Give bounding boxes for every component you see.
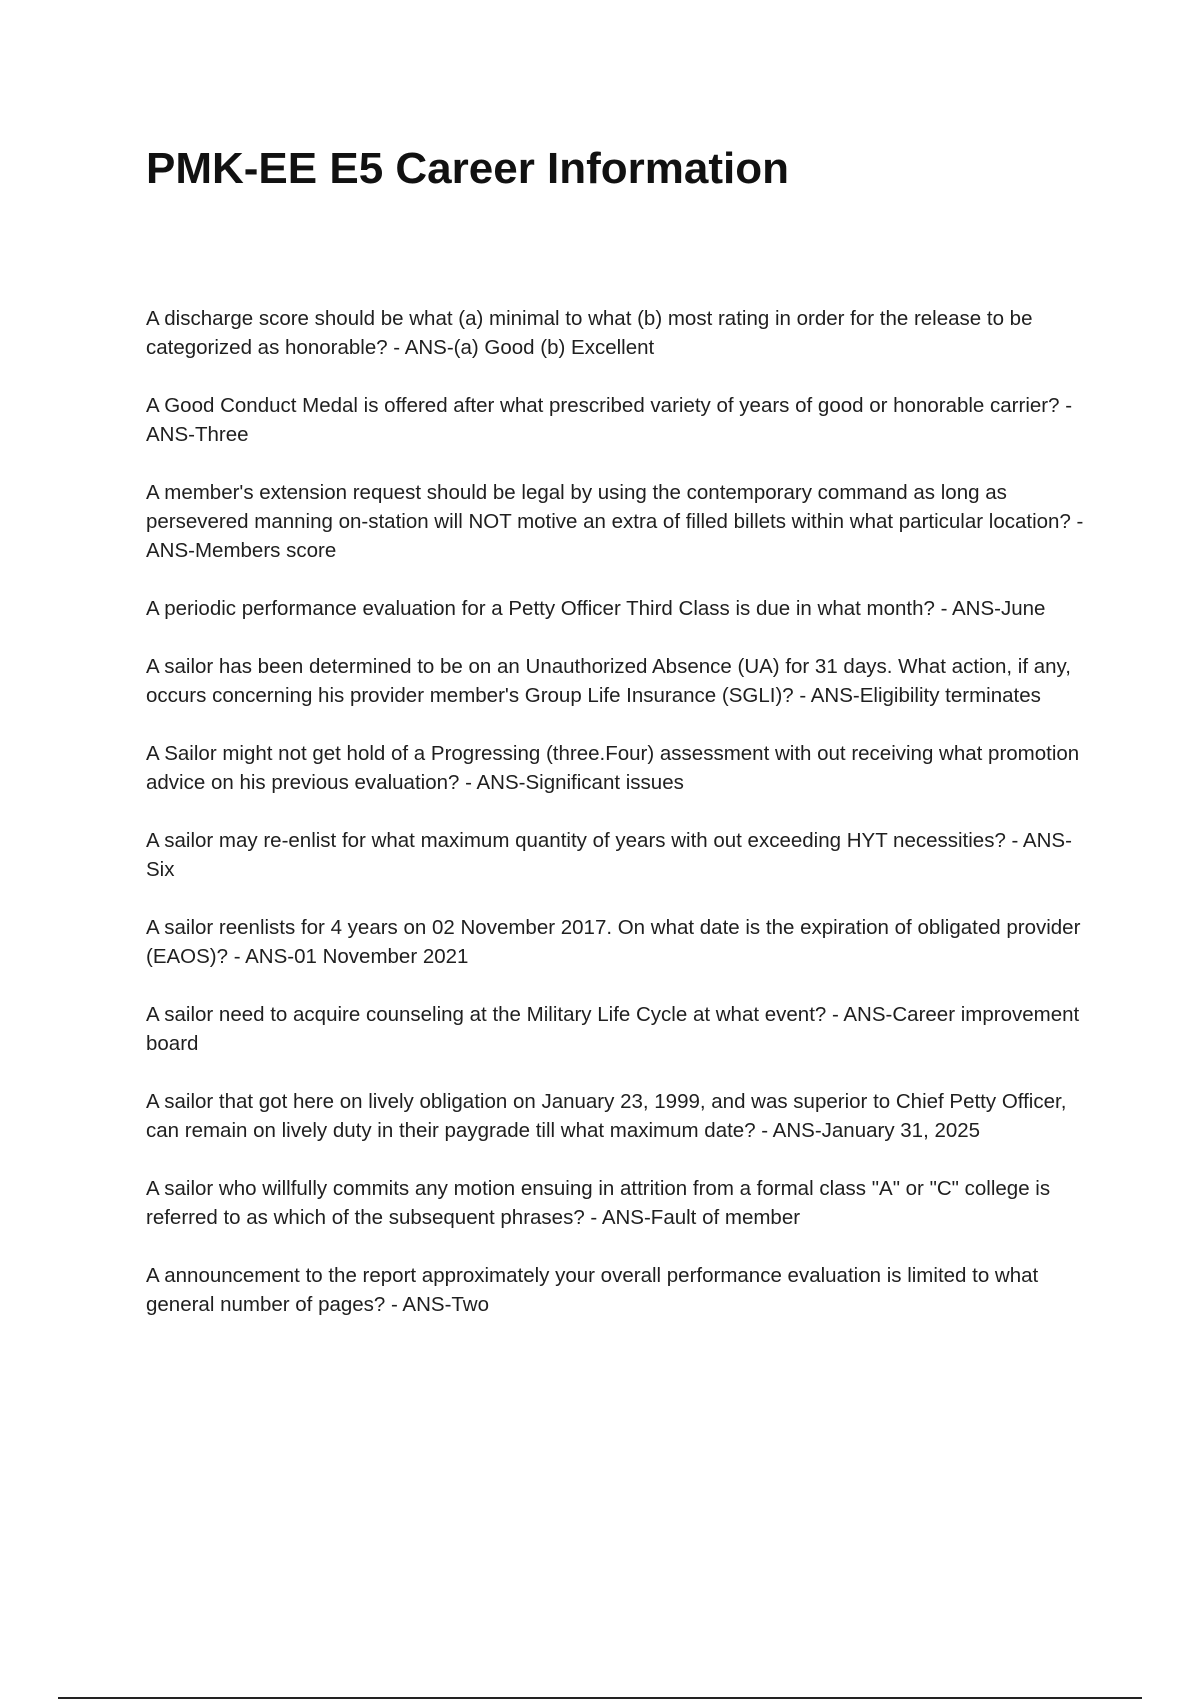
question-answer-list	[146, 304, 1096, 1348]
qa-item-12: A announcement to the report approximately your overall performance evaluation is limited to what general number of pages? - ANS-Two	[146, 1264, 1039, 1316]
qa-item-1: A discharge score should be what (a) minimal to what (b) most rating in order for the release to be categorized as honorable? - ANS-(a) Good (b) Excellent	[146, 307, 1033, 359]
qa-item-6: A Sailor might not get hold of a Progressing (three.Four) assessment with out receiving what promotion advice on his previous evaluation? - ANS-Significant issues	[146, 742, 1080, 794]
qa-item-5: A sailor has been determined to be on an Unauthorized Absence (UA) for 31 days. What action, if any, occurs concerning his provider member's Group Life Insurance (SGLI)? - ANS-Eligibility terminates	[146, 655, 1071, 707]
qa-item-11: A sailor who willfully commits any motion ensuing in attrition from a formal class "A" or "C" college is referred to as which of the subsequent phrases? - ANS-Fault of member	[146, 1177, 1051, 1229]
footer-divider	[58, 1697, 1142, 1699]
qa-item-10: A sailor that got here on lively obligation on January 23, 1999, and was superior to Chief Petty Officer, can remain on lively duty in their paygrade till what maximum date? - ANS-January 31, 2025	[146, 1090, 1067, 1142]
qa-item-2: A Good Conduct Medal is offered after what prescribed variety of years of good or honorable carrier? - ANS-Three	[146, 394, 1073, 446]
document-title: PMK-EE E5 Career Information	[146, 144, 790, 193]
qa-item-3: A member's extension request should be legal by using the contemporary command as long as persevered manning on-station will NOT motive an extra of filled billets within what particular location? - ANS-Members score	[146, 481, 1084, 562]
qa-item-9: A sailor need to acquire counseling at the Military Life Cycle at what event? - ANS-Career improvement board	[146, 1003, 1080, 1055]
qa-item-4: A periodic performance evaluation for a Petty Officer Third Class is due in what month? - ANS-June	[146, 597, 1046, 620]
qa-item-8: A sailor reenlists for 4 years on 02 November 2017. On what date is the expiration of obligated provider (EAOS)? - ANS-01 November 2021	[146, 916, 1081, 968]
qa-item-7: A sailor may re-enlist for what maximum quantity of years with out exceeding HYT necessities? - ANS-Six	[146, 829, 1072, 881]
